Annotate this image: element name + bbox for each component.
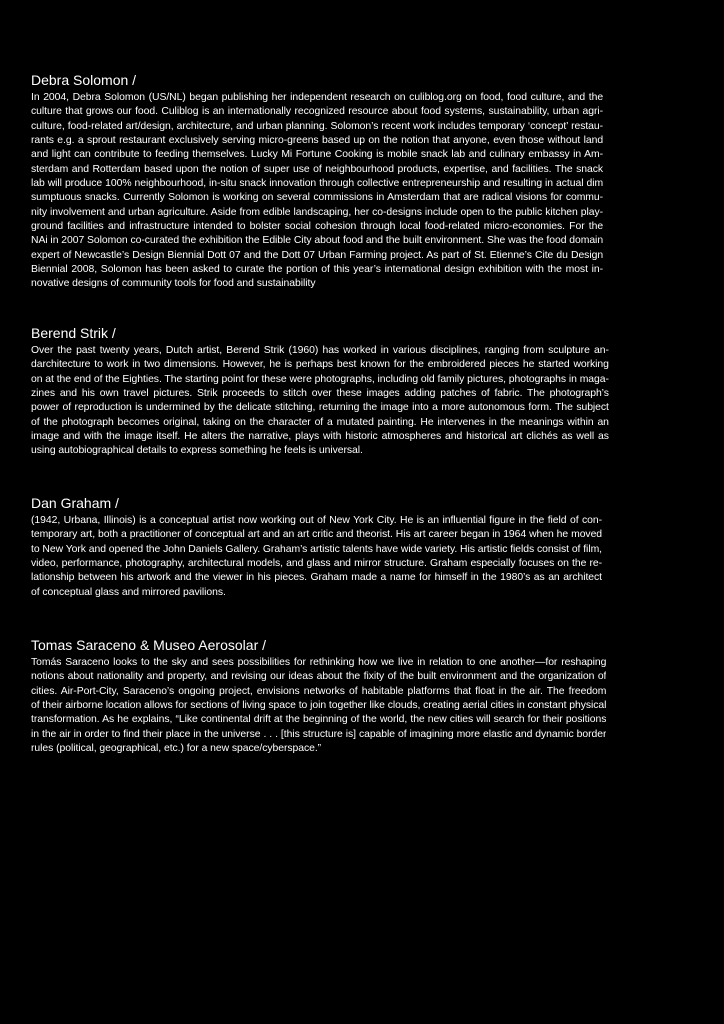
body-line: lationship between his artwork and the viewer in his pieces. Graham made a name for himself in the 1980’s as an architect	[31, 572, 603, 584]
entry-dan-graham	[31, 495, 602, 600]
entry-body	[31, 514, 602, 600]
body-line: sumptuous snacks. Currently Solomon is working on several commissions in Amsterdam that are radical visions for commu-	[31, 192, 604, 204]
body-line: zines and his own travel pictures. Strik proceeds to stitch over these images adding patches of fabric. The photograph’s	[31, 388, 609, 400]
entry-title: Debra Solomon /	[31, 72, 137, 88]
body-line: Over the past twenty years, Dutch artist, Berend Strik (1960) has worked in various disciplines, ranging from sculpture an-	[31, 345, 609, 356]
entry-tomas-saraceno	[31, 637, 606, 756]
entry-debra-solomon	[31, 72, 603, 292]
body-line: transformation. As he explains, “Like continental drift at the beginning of the world, the new cities will search for their positions	[31, 714, 607, 726]
body-line: sterdam and Rotterdam based upon the notion of super use of neighbourhood products, expertise, and facilities. The snack	[31, 163, 604, 175]
body-line: rants e.g. a sprout restaurant exclusively serving micro-greens based up on the notion that anyone, even those without land	[31, 135, 604, 147]
entry-title: Tomas Saraceno & Museo Aerosolar /	[31, 637, 267, 653]
body-line: using autobiographical details to express something he feels is universal.	[31, 445, 363, 457]
body-line: (1942, Urbana, Illinois) is a conceptual artist now working out of New York City. He is an influential figure in the field of con-	[31, 515, 603, 526]
body-line: lab will produce 100% neighbourhood, in-situ snack innovation through collective entrepreneurship and resulting in actual dim	[31, 178, 604, 190]
entry-body	[31, 344, 609, 459]
body-line: culture, food-related art/design, architecture, and urban planning. Solomon’s recent work includes temporary ‘concept’ restau-	[31, 120, 604, 132]
body-line: of conceptual glass and mirrored pavilions.	[31, 586, 226, 598]
body-line: of their airborne location allows for sections of living space to join together like clouds, creating aerial cities in constant physical	[31, 700, 607, 712]
body-line: novative designs of community tools for food and sustainability	[31, 278, 316, 290]
body-line: nity involvement and urban agriculture. Aside from edible landscaping, her co-designs include open to the public kitchen play-	[31, 206, 604, 218]
body-line: temporary art, both a practitioner of conceptual art and an art critic and theorist. His art career began in 1964 when he moved	[31, 529, 603, 541]
body-line: culture that grows our food. Culiblog is an internationally recognized resource about food systems, sustainability, urban agri-	[31, 106, 604, 118]
body-line: ground facilities and infrastructure intended to bolster social cohesion through local food-related micro-economies. For the	[31, 221, 604, 233]
entry-title: Berend Strik /	[31, 325, 116, 341]
body-line: cities. Air-Port-City, Saraceno’s ongoing project, envisions networks of habitable platforms that float in the air. The freedom	[31, 685, 607, 697]
entry-body	[31, 91, 603, 292]
body-line: Biennial 2008, Solomon has been asked to curate the portion of this year’s international design exhibition with the most in-	[31, 264, 604, 276]
body-line: notions about nationality and property, and revising our ideas about the fixity of the built environment and the organization of	[31, 671, 607, 683]
body-line: to New York and opened the John Daniels Gallery. Graham’s artistic talents have wide variety. His artistic fields consist of film,	[31, 543, 603, 555]
body-line: power of reproduction is undermined by the delicate stitching, returning the image into a more autonomous form. The subject	[31, 402, 609, 414]
body-line: on at the end of the Eighties. The starting point for these were photographs, including old family pictures, photographs in maga-	[31, 373, 609, 385]
body-line: rules (political, geographical, etc.) for a new space/cyberspace.”	[31, 743, 322, 755]
body-line: and light can contribute to feeding themselves. Lucky Mi Fortune Cooking is mobile snack lab and culinary embassy in Am-	[31, 149, 604, 161]
body-line: NAi in 2007 Solomon co-curated the exhibition the Edible City about food and the built environment. She was the food domain	[31, 235, 604, 247]
entry-berend-strik	[31, 325, 609, 459]
body-line: of the photograph becomes original, taking on the character of a mutated painting. He intervenes in the meanings within an	[31, 416, 609, 428]
body-line: Tomás Saraceno looks to the sky and sees possibilities for rethinking how we live in relation to one another—for reshaping	[31, 657, 607, 668]
body-line: darchitecture to work in two dimensions. However, he is perhaps best known for the embroidered pieces he started working	[31, 359, 609, 371]
body-line: image and with the image itself. He alters the narrative, plays with historic atmospheres and historical art clichés as well as	[31, 431, 609, 443]
body-line: In 2004, Debra Solomon (US/NL) began publishing her independent research on culiblog.org on food, food culture, and the	[31, 92, 604, 103]
body-line: expert of Newcastle’s Design Biennial Dott 07 and the Dott 07 Urban Farming project. As part of St. Etienne’s Cite du Design	[31, 249, 604, 261]
entry-title: Dan Graham /	[31, 495, 119, 511]
entry-body	[31, 656, 606, 756]
body-line: video, performance, photography, architectural models, and glass and mirror structure. Graham especially focuses on the re-	[31, 558, 603, 570]
body-line: in the air in order to find their place in the universe . . . [this structure is] capable of imagining more elastic and dynamic border	[31, 728, 607, 740]
